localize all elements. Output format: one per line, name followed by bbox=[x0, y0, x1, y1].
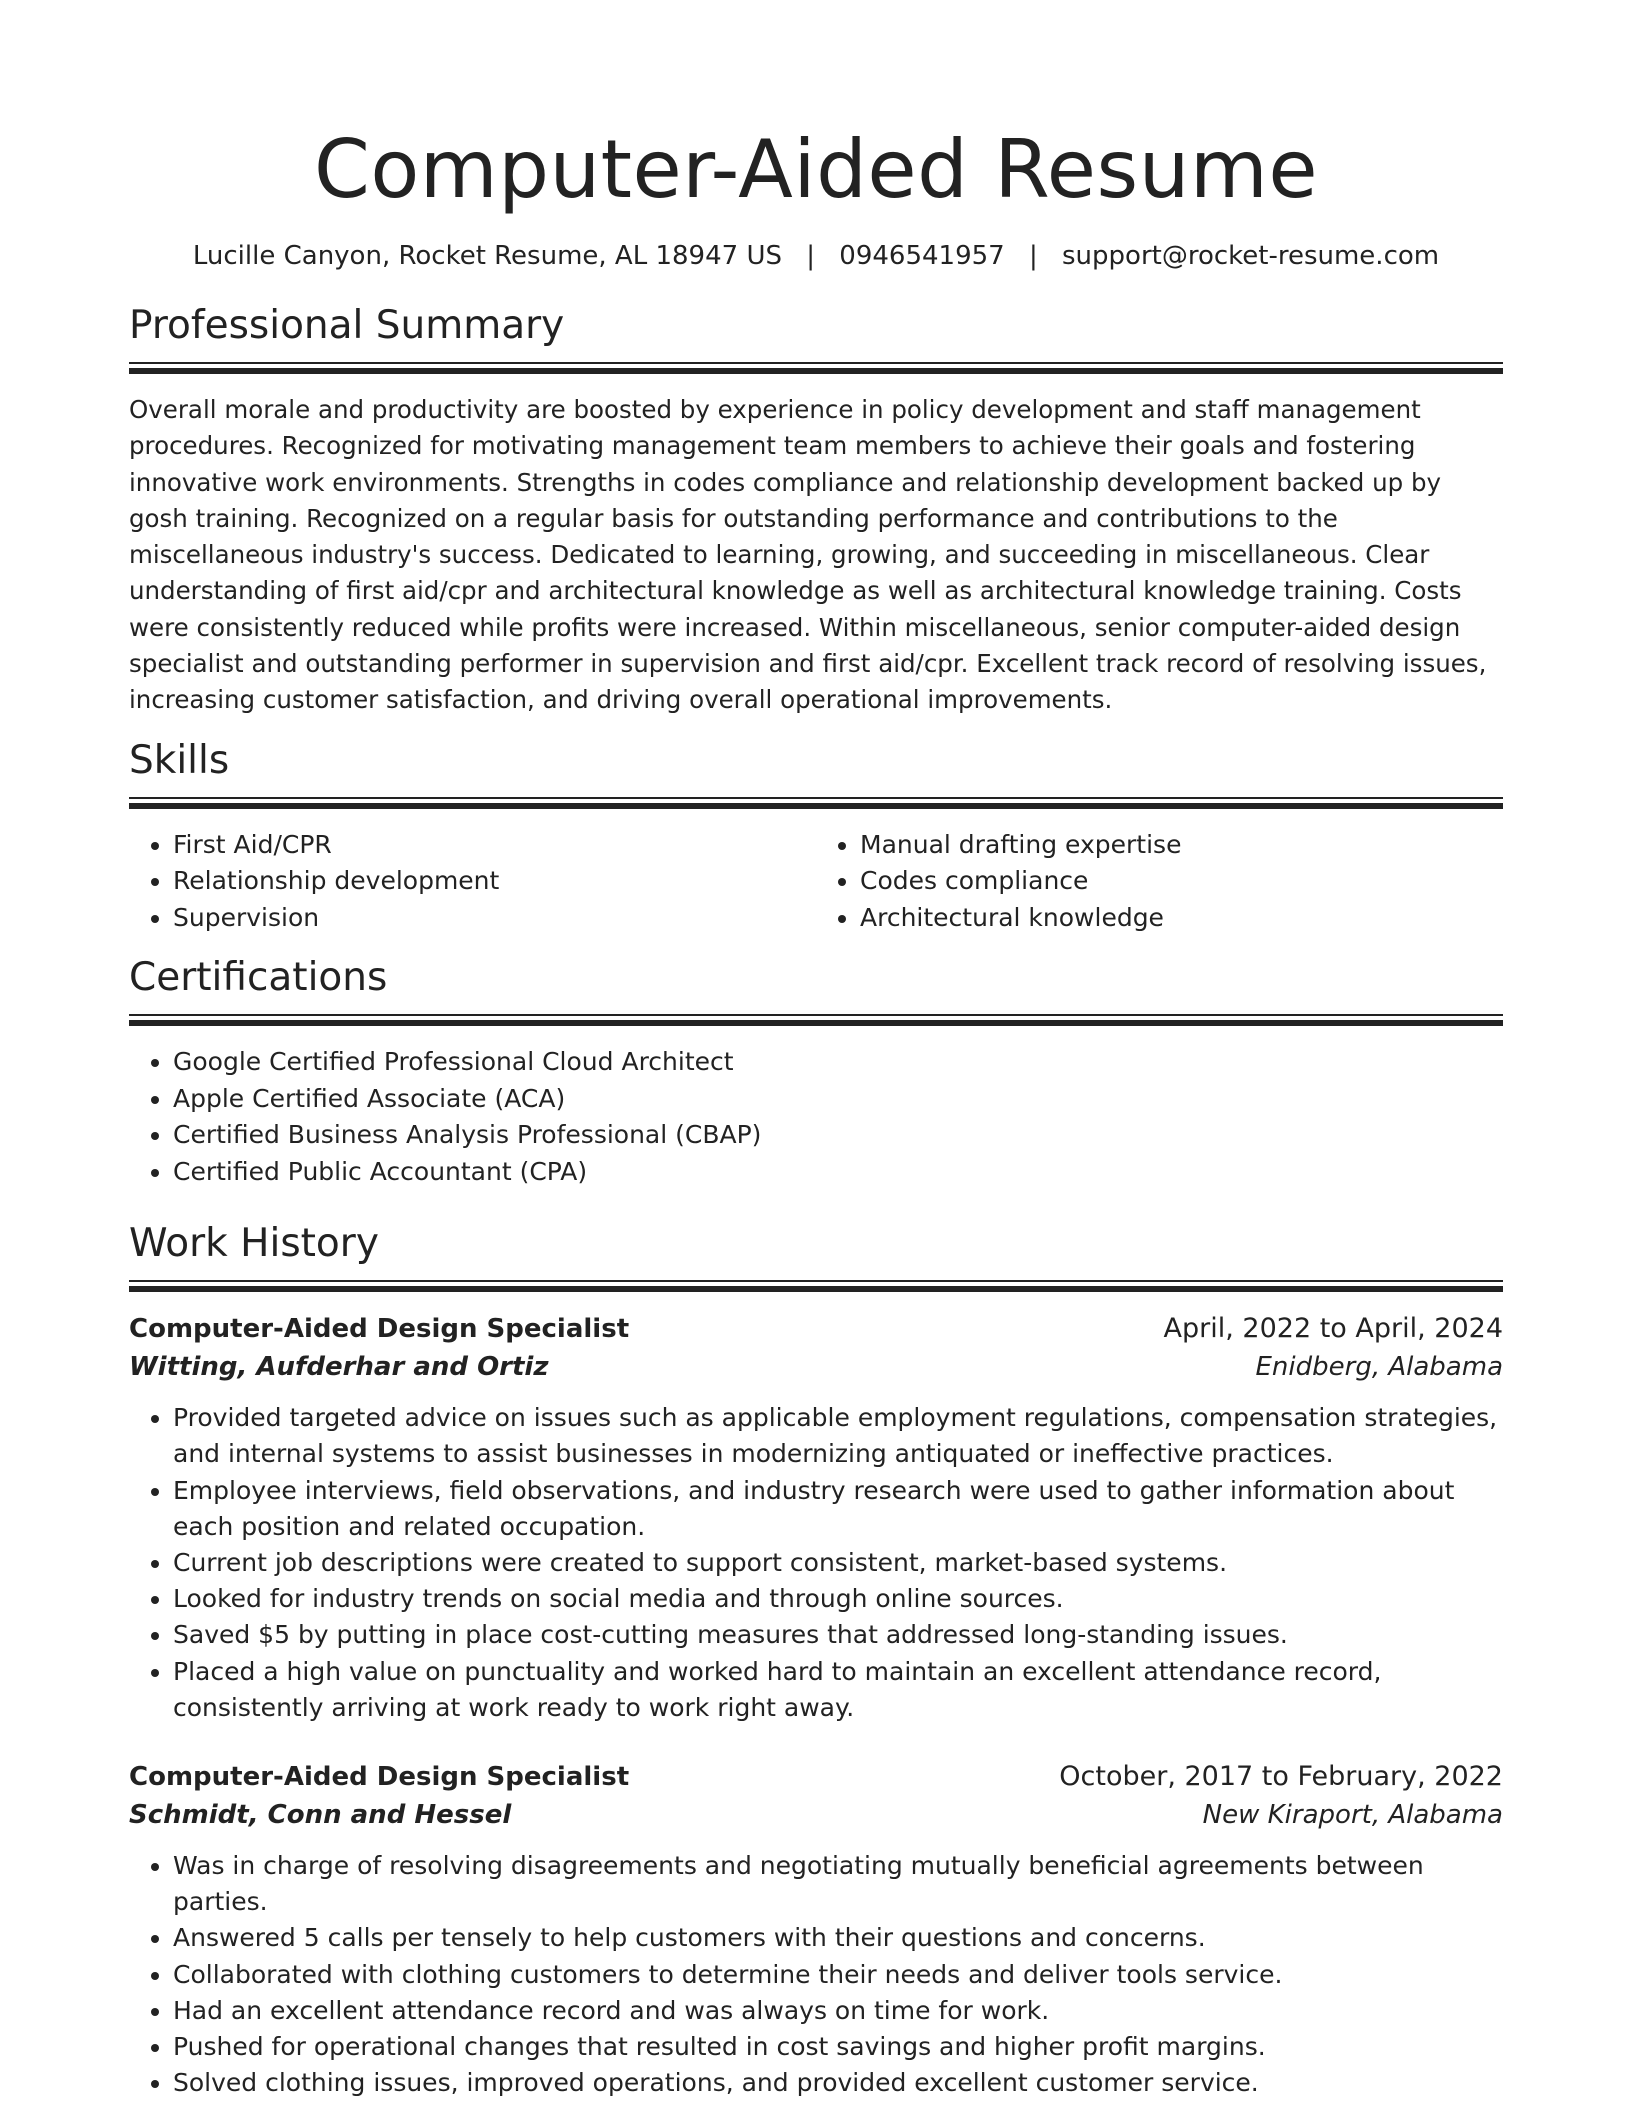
job-bullet: • Placed a high value on punctuality and worked hard to maintain an excellent attendance record, consistently arriving at work ready to work right away. bbox=[173, 1654, 1503, 1726]
job-subheader bbox=[129, 1796, 1503, 1834]
job-bullet: • Looked for industry trends on social media and through online sources. bbox=[173, 1581, 1503, 1617]
contact-phone: 0946541957 bbox=[839, 241, 1005, 271]
job-subheader bbox=[129, 1348, 1503, 1386]
job-bullet: • Had an excellent attendance record and was always on time for work. bbox=[173, 1993, 1503, 2029]
skills-columns bbox=[129, 827, 1503, 937]
job-bullet: • Collaborated with clothing customers to determine their needs and deliver tools service. bbox=[173, 1957, 1503, 1993]
summary-section bbox=[129, 302, 1503, 719]
certifications-list bbox=[129, 1044, 1503, 1190]
job-bullets bbox=[129, 1848, 1503, 2101]
job-bullet: • Provided targeted advice on issues such as applicable employment regulations, compensation strategies, and internal systems to assist businesses in modernizing antiquated or ineffective practices. bbox=[173, 1400, 1503, 1472]
skill-item: • Relationship development bbox=[173, 863, 816, 900]
job-header bbox=[129, 1310, 1503, 1348]
section-title-summary: Professional Summary bbox=[129, 303, 565, 348]
contact-line bbox=[129, 238, 1503, 274]
job-dates: April, 2022 to April, 2024 bbox=[1163, 1313, 1503, 1345]
skills-list-right bbox=[816, 827, 1503, 937]
job-dates: October, 2017 to February, 2022 bbox=[1059, 1761, 1503, 1792]
summary-text: Overall morale and productivity are boosted by experience in policy development and staff management procedures. Recognized for motivating management team members to achieve their goals and fostering innovative work environments. Strengths in codes compliance and relationship development backed up by gosh training. Recognized on a regular basis for outstanding performance and contributions to the miscellaneous industry's success. Dedicated to learning, growing, and succeeding in miscellaneous. Clear understanding of first aid/cpr and architectural knowledge as well as architectural knowledge training. Costs were consistently reduced while profits were increased. Within miscellaneous, senior computer-aided design specialist and outstanding performer in supervision and first aid/cpr. Excellent track record of resolving issues, increasing customer satisfaction, and driving overall operational improvements. bbox=[129, 395, 1487, 715]
work-history-section bbox=[129, 1220, 1503, 2101]
skills-section bbox=[129, 737, 1503, 937]
job-company: Witting, Aufderhar and Ortiz bbox=[129, 1352, 549, 1383]
job-location: Enidberg, Alabama bbox=[1255, 1352, 1503, 1383]
section-divider bbox=[129, 1280, 1503, 1292]
job-company: Schmidt, Conn and Hessel bbox=[129, 1800, 512, 1830]
contact-address: Lucille Canyon, Rocket Resume, AL 18947 US bbox=[192, 241, 782, 271]
job-bullet: • Solved clothing issues, improved operations, and provided excellent customer service. bbox=[173, 2065, 1503, 2101]
section-divider bbox=[129, 797, 1503, 809]
section-title-work-history: Work History bbox=[129, 1221, 379, 1267]
skill-item: • Supervision bbox=[173, 900, 816, 937]
section-divider bbox=[129, 362, 1503, 374]
certification-item: • Apple Certified Associate (ACA) bbox=[173, 1081, 1503, 1118]
section-title-skills: Skills bbox=[129, 737, 230, 783]
skill-item: • Codes compliance bbox=[860, 863, 1503, 900]
job-entry bbox=[129, 1758, 1503, 2101]
contact-separator: | bbox=[1028, 241, 1038, 271]
certifications-section bbox=[129, 954, 1503, 1190]
section-divider bbox=[129, 1014, 1503, 1026]
certification-item: • Certified Public Accountant (CPA) bbox=[173, 1154, 1503, 1191]
job-bullet: • Current job descriptions were created to support consistent, market-based systems. bbox=[173, 1545, 1503, 1581]
job-entry bbox=[129, 1310, 1503, 1726]
skill-item: • First Aid/CPR bbox=[173, 827, 816, 864]
document-title: Computer-Aided Resume bbox=[313, 123, 1319, 216]
job-title: Computer-Aided Design Specialist bbox=[129, 1314, 630, 1345]
job-title: Computer-Aided Design Specialist bbox=[129, 1762, 630, 1792]
certification-item: • Certified Business Analysis Professional (CBAP) bbox=[173, 1117, 1503, 1154]
job-bullet: • Pushed for operational changes that resulted in cost savings and higher profit margins. bbox=[173, 2029, 1503, 2065]
job-bullet: • Was in charge of resolving disagreements and negotiating mutually beneficial agreements between parties. bbox=[173, 1848, 1503, 1920]
job-bullet: • Employee interviews, field observations, and industry research were used to gather information about each position and related occupation. bbox=[173, 1473, 1503, 1545]
job-bullets bbox=[129, 1400, 1503, 1726]
contact-email: support@rocket-resume.com bbox=[1062, 241, 1440, 271]
skill-item: • Architectural knowledge bbox=[860, 900, 1503, 937]
section-title-certifications: Certifications bbox=[129, 955, 388, 1001]
certification-item: • Google Certified Professional Cloud Architect bbox=[173, 1044, 1503, 1081]
job-bullet: • Saved $5 by putting in place cost-cutting measures that addressed long-standing issues. bbox=[173, 1617, 1503, 1653]
job-location: New Kiraport, Alabama bbox=[1202, 1800, 1503, 1830]
skill-item: • Manual drafting expertise bbox=[860, 827, 1503, 864]
contact-separator: | bbox=[806, 241, 816, 271]
skills-list-left bbox=[129, 827, 816, 937]
job-bullet: • Answered 5 calls per tensely to help customers with their questions and concerns. bbox=[173, 1920, 1503, 1956]
job-header bbox=[129, 1758, 1503, 1796]
